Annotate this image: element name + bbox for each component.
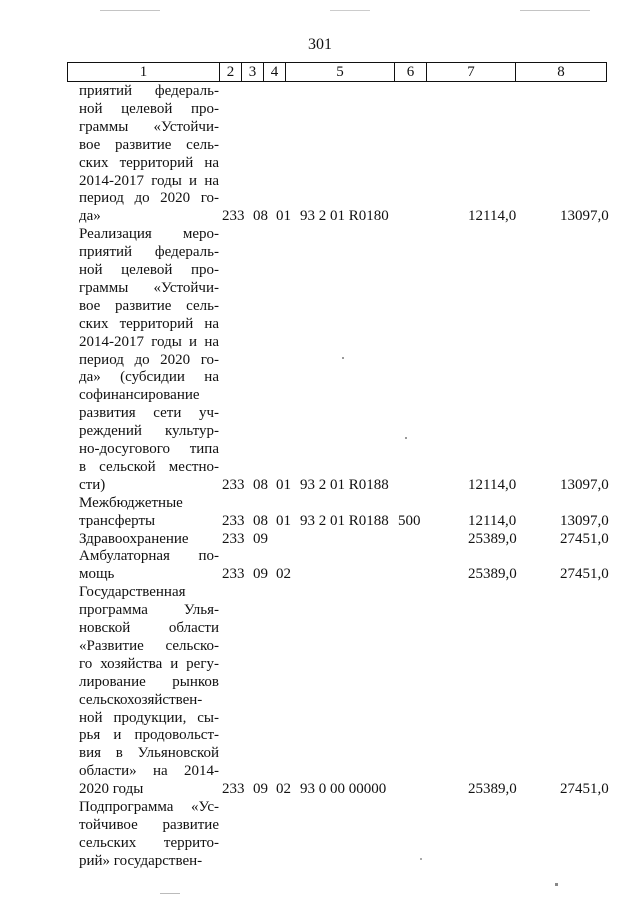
- description-line: софинансирование: [79, 387, 200, 404]
- cell-col-2: 233: [222, 566, 245, 583]
- description-line: лирование рынков: [79, 673, 219, 690]
- description-line: сти): [79, 476, 106, 493]
- description-line: но-досугового типа: [79, 441, 219, 458]
- description-line: Здравоохранение: [79, 530, 189, 547]
- table-header-row: [67, 62, 607, 82]
- description-line: ских территорий на: [79, 154, 219, 171]
- description-line: Амбулаторная по-: [79, 548, 219, 565]
- description-line: ной целевой про-: [79, 100, 219, 117]
- header-col-6: 6: [395, 63, 427, 81]
- description-line: вое развитие сель-: [79, 136, 219, 153]
- header-col-4: 4: [264, 63, 286, 81]
- header-col-1: 1: [68, 63, 220, 81]
- cell-col-2: 233: [222, 208, 245, 225]
- scan-speck: [405, 437, 407, 439]
- description-line: 2020 годы: [79, 781, 144, 798]
- table-row: [0, 584, 640, 799]
- description-line: Межбюджетные: [79, 494, 183, 511]
- cell-col-4: 01: [276, 208, 291, 225]
- cell-col-5: 93 0 00 00000: [300, 781, 387, 798]
- table-row: [0, 83, 640, 226]
- cell-col-3: 08: [253, 476, 268, 493]
- cell-col-2: 233: [222, 512, 245, 529]
- description-line: приятий федераль-: [79, 244, 219, 261]
- row-description: [79, 495, 219, 531]
- cell-col-6: 500: [398, 512, 421, 529]
- scan-speck: [100, 10, 160, 11]
- cell-col-5: 93 2 01 R0180: [300, 208, 389, 225]
- description-line: мощь: [79, 566, 115, 583]
- description-line: 2014-2017 годы и на: [79, 172, 219, 189]
- cell-col-8: 27451,0: [560, 781, 609, 798]
- cell-col-2: 233: [222, 476, 245, 493]
- row-description: [79, 584, 219, 799]
- scan-speck: [342, 357, 344, 359]
- description-line: ной целевой про-: [79, 262, 219, 278]
- row-description: [79, 548, 219, 584]
- header-col-7: 7: [427, 63, 516, 81]
- description-line: приятий федераль-: [79, 83, 219, 99]
- cell-col-2: 233: [222, 530, 245, 547]
- description-line: да»: [79, 208, 101, 225]
- scan-speck: [330, 10, 370, 11]
- table-row: [0, 495, 640, 531]
- description-line: тойчивое развитие: [79, 816, 219, 833]
- cell-col-7: 25389,0: [468, 566, 517, 583]
- description-line: ских территорий на: [79, 315, 219, 332]
- scan-speck: [520, 10, 590, 11]
- description-line: рья и продовольст-: [79, 727, 219, 744]
- cell-col-2: 233: [222, 781, 245, 798]
- description-line: Подпрограмма «Ус-: [79, 799, 219, 815]
- cell-col-4: 01: [276, 476, 291, 493]
- description-line: Государственная: [79, 584, 186, 601]
- scan-speck: [160, 893, 180, 894]
- description-line: программа Улья-: [79, 602, 219, 619]
- cell-col-8: 13097,0: [560, 476, 609, 493]
- description-line: новской области: [79, 620, 219, 636]
- cell-col-5: 93 2 01 R0188: [300, 476, 389, 493]
- scan-speck: [555, 883, 558, 886]
- cell-col-3: 08: [253, 208, 268, 225]
- row-description: [79, 531, 219, 549]
- description-line: граммы «Устойчи-: [79, 279, 219, 296]
- description-line: 2014-2017 годы и на: [79, 333, 219, 350]
- description-line: го хозяйства и регу-: [79, 655, 219, 672]
- cell-col-7: 12114,0: [468, 208, 517, 225]
- description-line: трансферты: [79, 512, 156, 529]
- cell-col-3: 09: [253, 530, 268, 547]
- cell-col-7: 12114,0: [468, 512, 517, 529]
- page-number: 301: [308, 36, 332, 53]
- cell-col-4: 01: [276, 512, 291, 529]
- cell-col-4: 02: [276, 781, 291, 798]
- description-line: Реализация меро-: [79, 226, 219, 243]
- table-row: [0, 548, 640, 584]
- description-line: развития сети уч-: [79, 405, 219, 422]
- header-col-2: 2: [220, 63, 242, 81]
- cell-col-8: 27451,0: [560, 530, 609, 547]
- cell-col-3: 09: [253, 781, 268, 798]
- table-row: [0, 531, 640, 549]
- cell-col-8: 13097,0: [560, 512, 609, 529]
- cell-col-3: 08: [253, 512, 268, 529]
- row-description: [79, 226, 219, 495]
- header-col-8: 8: [557, 64, 565, 80]
- description-line: в сельской местно-: [79, 458, 219, 475]
- description-line: вия в Ульяновской: [79, 745, 219, 762]
- description-line: вое развитие сель-: [79, 297, 219, 314]
- cell-col-8: 13097,0: [560, 208, 609, 225]
- cell-col-7: 12114,0: [468, 476, 517, 493]
- description-line: да» (субсидии на: [79, 369, 219, 386]
- description-line: «Развитие сельско-: [79, 637, 219, 654]
- description-line: рий» государствен-: [79, 852, 203, 869]
- description-line: период до 2020 го-: [79, 190, 219, 207]
- table-row: [0, 799, 640, 871]
- scan-speck: [420, 858, 422, 860]
- cell-col-8: 27451,0: [560, 566, 609, 583]
- header-col-3: 3: [242, 63, 264, 81]
- row-description: [79, 799, 219, 871]
- cell-col-3: 09: [253, 566, 268, 583]
- cell-col-4: 02: [276, 566, 291, 583]
- row-description: [79, 83, 219, 226]
- description-line: сельских террито-: [79, 834, 219, 851]
- description-line: граммы «Устойчи-: [79, 118, 219, 135]
- cell-col-5: 93 2 01 R0188: [300, 512, 389, 529]
- description-line: области» на 2014-: [79, 763, 219, 780]
- cell-col-7: 25389,0: [468, 530, 517, 547]
- description-line: сельскохозяйствен-: [79, 691, 203, 708]
- description-line: реждений культур-: [79, 423, 219, 440]
- cell-col-7: 25389,0: [468, 781, 517, 798]
- description-line: ной продукции, сы-: [79, 709, 219, 726]
- header-col-5: 5: [286, 63, 395, 81]
- description-line: период до 2020 го-: [79, 351, 219, 368]
- table-row: [0, 226, 640, 495]
